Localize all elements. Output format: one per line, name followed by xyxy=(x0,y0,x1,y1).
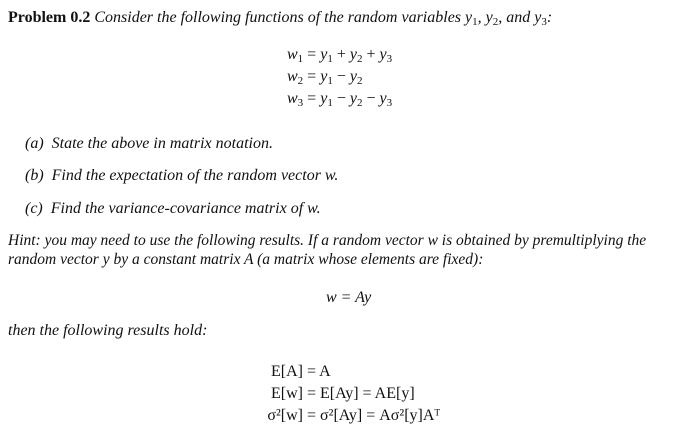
equation-w3: $w_3 = y_1 - y_2 - y_3$ xyxy=(287,90,393,109)
equation-block xyxy=(287,44,392,110)
result-expectation-a: E[A] = A xyxy=(271,363,331,380)
equation-w2-rhs: = $y_1 - y_2$ xyxy=(307,68,363,87)
result-expectation-w: E[w] = E[Ay] = AE[y] xyxy=(271,385,415,402)
hint-line-2: random vector y by a constant matrix A (a matrix whose elements are fixed): xyxy=(8,251,484,268)
problem-text: Consider the following functions of the random variables $y_1$, $y_2$, and $y_3$: xyxy=(94,9,553,28)
problem-number: Problem 0.2 xyxy=(8,9,91,26)
part-c: (c) Find the variance-covariance matrix of w. xyxy=(25,200,321,217)
equation-w1: $w_1 = y_1 + y_2 + y_3$ xyxy=(287,46,393,65)
hint-line-1: Hint: you may need to use the following results. If a random vector w is obtained by premultiplying the xyxy=(8,232,647,249)
problem-statement xyxy=(8,9,552,28)
part-a: (a) State the above in matrix notation. xyxy=(25,135,273,152)
result-variance-w: σ²[w] = σ²[Ay] = Aσ²[y]Aᵀ xyxy=(267,407,441,424)
equation-w1-rhs: = $y_1 + y_2 + y_3$ xyxy=(307,46,393,65)
then-text: then the following results hold: xyxy=(8,322,208,339)
main-equation: w = Ay xyxy=(326,289,372,306)
equation-w2: $w_2 = y_1 - y_2$ xyxy=(287,68,363,87)
equation-w3-rhs: = $y_1 - y_2 - y_3$ xyxy=(307,90,393,109)
results-block xyxy=(255,361,440,427)
part-b: (b) Find the expectation of the random vector w. xyxy=(25,167,339,184)
